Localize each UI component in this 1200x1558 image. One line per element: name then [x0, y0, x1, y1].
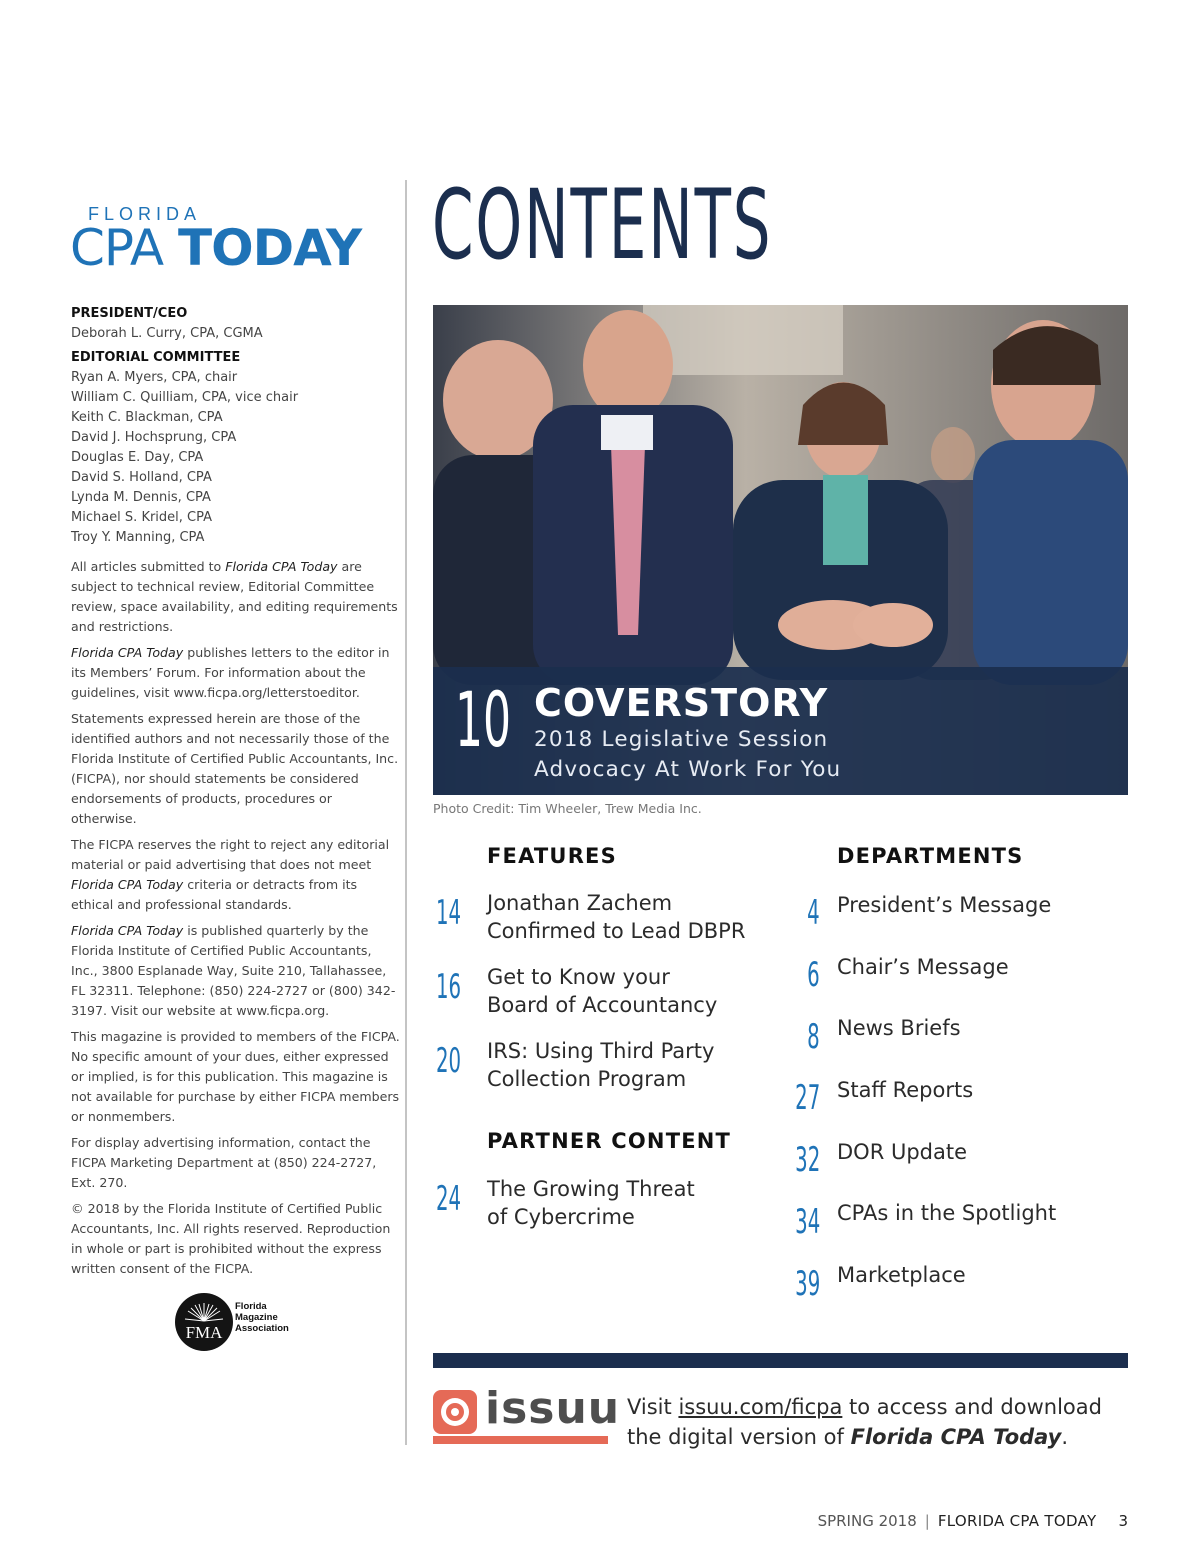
note-copyright: © 2018 by the Florida Institute of Certified Public Accountants, Inc. All rights reserved. Reproduction in whole or part is prohibited without the express written consent of the FICPA.	[71, 1201, 391, 1276]
publication-logo	[70, 220, 361, 276]
toc-page-number: 16	[436, 967, 462, 1007]
committee-member: David J. Hochsprung, CPA	[71, 430, 237, 445]
toc-entry-feature[interactable]	[487, 889, 745, 945]
toc-entry-line: Confirmed to Lead DBPR	[487, 919, 746, 943]
toc-entry-line: Jonathan Zachem	[487, 891, 673, 915]
note-submission	[71, 557, 401, 637]
note-publication-name: Florida CPA Today	[71, 645, 184, 660]
toc-entry-department[interactable]: DOR Update	[837, 1140, 968, 1164]
committee-member: Troy Y. Manning, CPA	[71, 530, 205, 545]
issuu-visit-text: Visit	[627, 1395, 679, 1419]
president-label: PRESIDENT/CEO	[71, 306, 188, 321]
note-reserves	[71, 835, 401, 915]
issuu-period: .	[1061, 1425, 1069, 1449]
logo-florida-text: FLORIDA	[88, 204, 202, 224]
cover-subtitle-line: Advocacy At Work For You	[534, 757, 842, 782]
issuu-callout	[627, 1392, 1187, 1452]
note-advertising: For display advertising information, contact the FICPA Marketing Department at (850) 224-2727, Ext. 270.	[71, 1135, 377, 1190]
fma-seal-icon	[175, 1293, 233, 1351]
toc-entry-department[interactable]: News Briefs	[837, 1016, 961, 1040]
issuu-callout-line	[627, 1422, 1187, 1452]
toc-entry-department[interactable]: Staff Reports	[837, 1078, 974, 1102]
toc-entry-line: Collection Program	[487, 1067, 687, 1091]
logo-today-text: TODAY	[177, 219, 362, 277]
footer-publication: FLORIDA CPA TODAY	[937, 1512, 1097, 1530]
toc-entry-department[interactable]: Marketplace	[837, 1263, 966, 1287]
fma-letters: FMA	[185, 1323, 223, 1342]
committee-member: Keith C. Blackman, CPA	[71, 410, 223, 425]
issuu-rest-text: to access and download	[842, 1395, 1102, 1419]
toc-entry-line: Board of Accountancy	[487, 993, 718, 1017]
committee-member: William C. Quilliam, CPA, vice chair	[71, 390, 299, 405]
fma-line: Association	[235, 1323, 289, 1334]
committee-label: EDITORIAL COMMITTEE	[71, 350, 241, 365]
partner-content-heading: PARTNER CONTENT	[487, 1129, 732, 1153]
president-name: Deborah L. Curry, CPA, CGMA	[71, 326, 263, 341]
issuu-wordmark: issuu	[485, 1383, 621, 1434]
note-text: are subject to technical review, Editorial Committee review, space availability, and editing requirements and restrictions.	[71, 559, 398, 634]
issuu-line2-text: the digital version of	[627, 1425, 851, 1449]
issuu-callout-line	[627, 1392, 1187, 1422]
committee-member: David S. Holland, CPA	[71, 470, 212, 485]
toc-page-number: 34	[794, 1202, 820, 1242]
toc-page-number: 32	[794, 1140, 820, 1180]
toc-page-number: 27	[794, 1078, 820, 1118]
column-divider	[405, 180, 407, 1445]
committee-member: Lynda M. Dennis, CPA	[71, 490, 211, 505]
note-text: criteria or detracts from its ethical and professional standards.	[71, 877, 358, 912]
toc-entry-line: Get to Know your	[487, 965, 670, 989]
toc-page-number: 39	[794, 1264, 820, 1304]
note-text: publishes letters to the editor in its Members’ Forum. For information about the guidelines, visit www.ficpa.org/letterstoeditor.	[71, 645, 390, 700]
issuu-logo[interactable]	[433, 1383, 621, 1446]
committee-member: Michael S. Kridel, CPA	[71, 510, 213, 525]
note-statements: Statements expressed herein are those of the identified authors and not necessarily those of the Florida Institute of Certified Public Accountants, Inc. (FICPA), nor should statements be considered endorsements of products, procedures or otherwise.	[71, 711, 399, 826]
fma-logo	[175, 1293, 315, 1353]
toc-entry-department[interactable]: President’s Message	[837, 893, 1052, 917]
section-divider-bar	[433, 1353, 1128, 1368]
cover-page-number: 10	[455, 675, 512, 764]
fma-line: Magazine	[235, 1312, 278, 1323]
page-title: CONTENTS	[432, 169, 773, 281]
toc-entry-partner[interactable]	[487, 1175, 695, 1231]
cover-story-panel[interactable]	[433, 305, 1128, 795]
toc-entry-department[interactable]: CPAs in the Spotlight	[837, 1201, 1057, 1225]
toc-page-number: 6	[807, 955, 820, 995]
masthead	[71, 304, 401, 548]
issuu-link[interactable]: issuu.com/ficpa	[678, 1395, 843, 1419]
toc-entry-department[interactable]: Chair’s Message	[837, 955, 1009, 979]
note-publication-name: Florida CPA Today	[71, 923, 184, 938]
toc-page-number: 24	[436, 1179, 462, 1219]
publication-notes	[71, 557, 401, 1285]
committee-member: Douglas E. Day, CPA	[71, 450, 204, 465]
cover-subtitle-line: 2018 Legislative Session	[534, 727, 829, 752]
toc-entry-feature[interactable]	[487, 963, 717, 1019]
cover-subtitle	[534, 725, 841, 785]
committee-member: Ryan A. Myers, CPA, chair	[71, 370, 238, 385]
note-letters	[71, 643, 401, 703]
note-publication-name: Florida CPA Today	[225, 559, 338, 574]
fma-name	[235, 1301, 289, 1334]
toc-entry-line: The Growing Threat	[487, 1177, 695, 1201]
issuu-target-icon	[433, 1390, 477, 1434]
cover-heading: COVERSTORY	[534, 681, 829, 725]
note-text: All articles submitted to	[71, 559, 226, 574]
photo-credit: Photo Credit: Tim Wheeler, Trew Media Inc.	[433, 801, 702, 816]
note-text: The FICPA reserves the right to reject any editorial material or paid advertising that does not meet	[71, 837, 390, 872]
footer-separator: |	[924, 1512, 930, 1530]
departments-heading: DEPARTMENTS	[837, 844, 1024, 868]
issuu-underline	[433, 1436, 608, 1444]
note-membership: This magazine is provided to members of the FICPA. No specific amount of your dues, either expressed or implied, is for this publication. This magazine is not available for purchase by either FICPA members or nonmembers.	[71, 1029, 400, 1124]
issuu-publication-name: Florida CPA Today	[850, 1425, 1062, 1449]
footer-issue: SPRING 2018	[817, 1512, 917, 1530]
logo-cpa-text: CPA	[70, 219, 164, 277]
features-heading: FEATURES	[487, 844, 617, 868]
toc-page-number: 4	[807, 893, 820, 933]
toc-page-number: 8	[807, 1017, 820, 1057]
toc-page-number: 14	[436, 893, 462, 933]
toc-entry-line: IRS: Using Third Party	[487, 1039, 715, 1063]
fma-line: Florida	[235, 1301, 267, 1312]
page-footer	[818, 1512, 1128, 1530]
footer-page-number: 3	[1118, 1512, 1128, 1530]
toc-page-number: 20	[436, 1041, 462, 1081]
note-text: is published quarterly by the Florida Institute of Certified Public Accountants, Inc., 3800 Esplanade Way, Suite 210, Tallahassee, FL 32311. Telephone: (850) 224-2727 or (800) 342-3197. Visit our website at www.ficpa.org.	[71, 923, 396, 1018]
toc-entry-feature[interactable]	[487, 1037, 714, 1093]
toc-entry-line: of Cybercrime	[487, 1205, 635, 1229]
note-publication-name: Florida CPA Today	[71, 877, 184, 892]
note-published	[71, 921, 401, 1021]
